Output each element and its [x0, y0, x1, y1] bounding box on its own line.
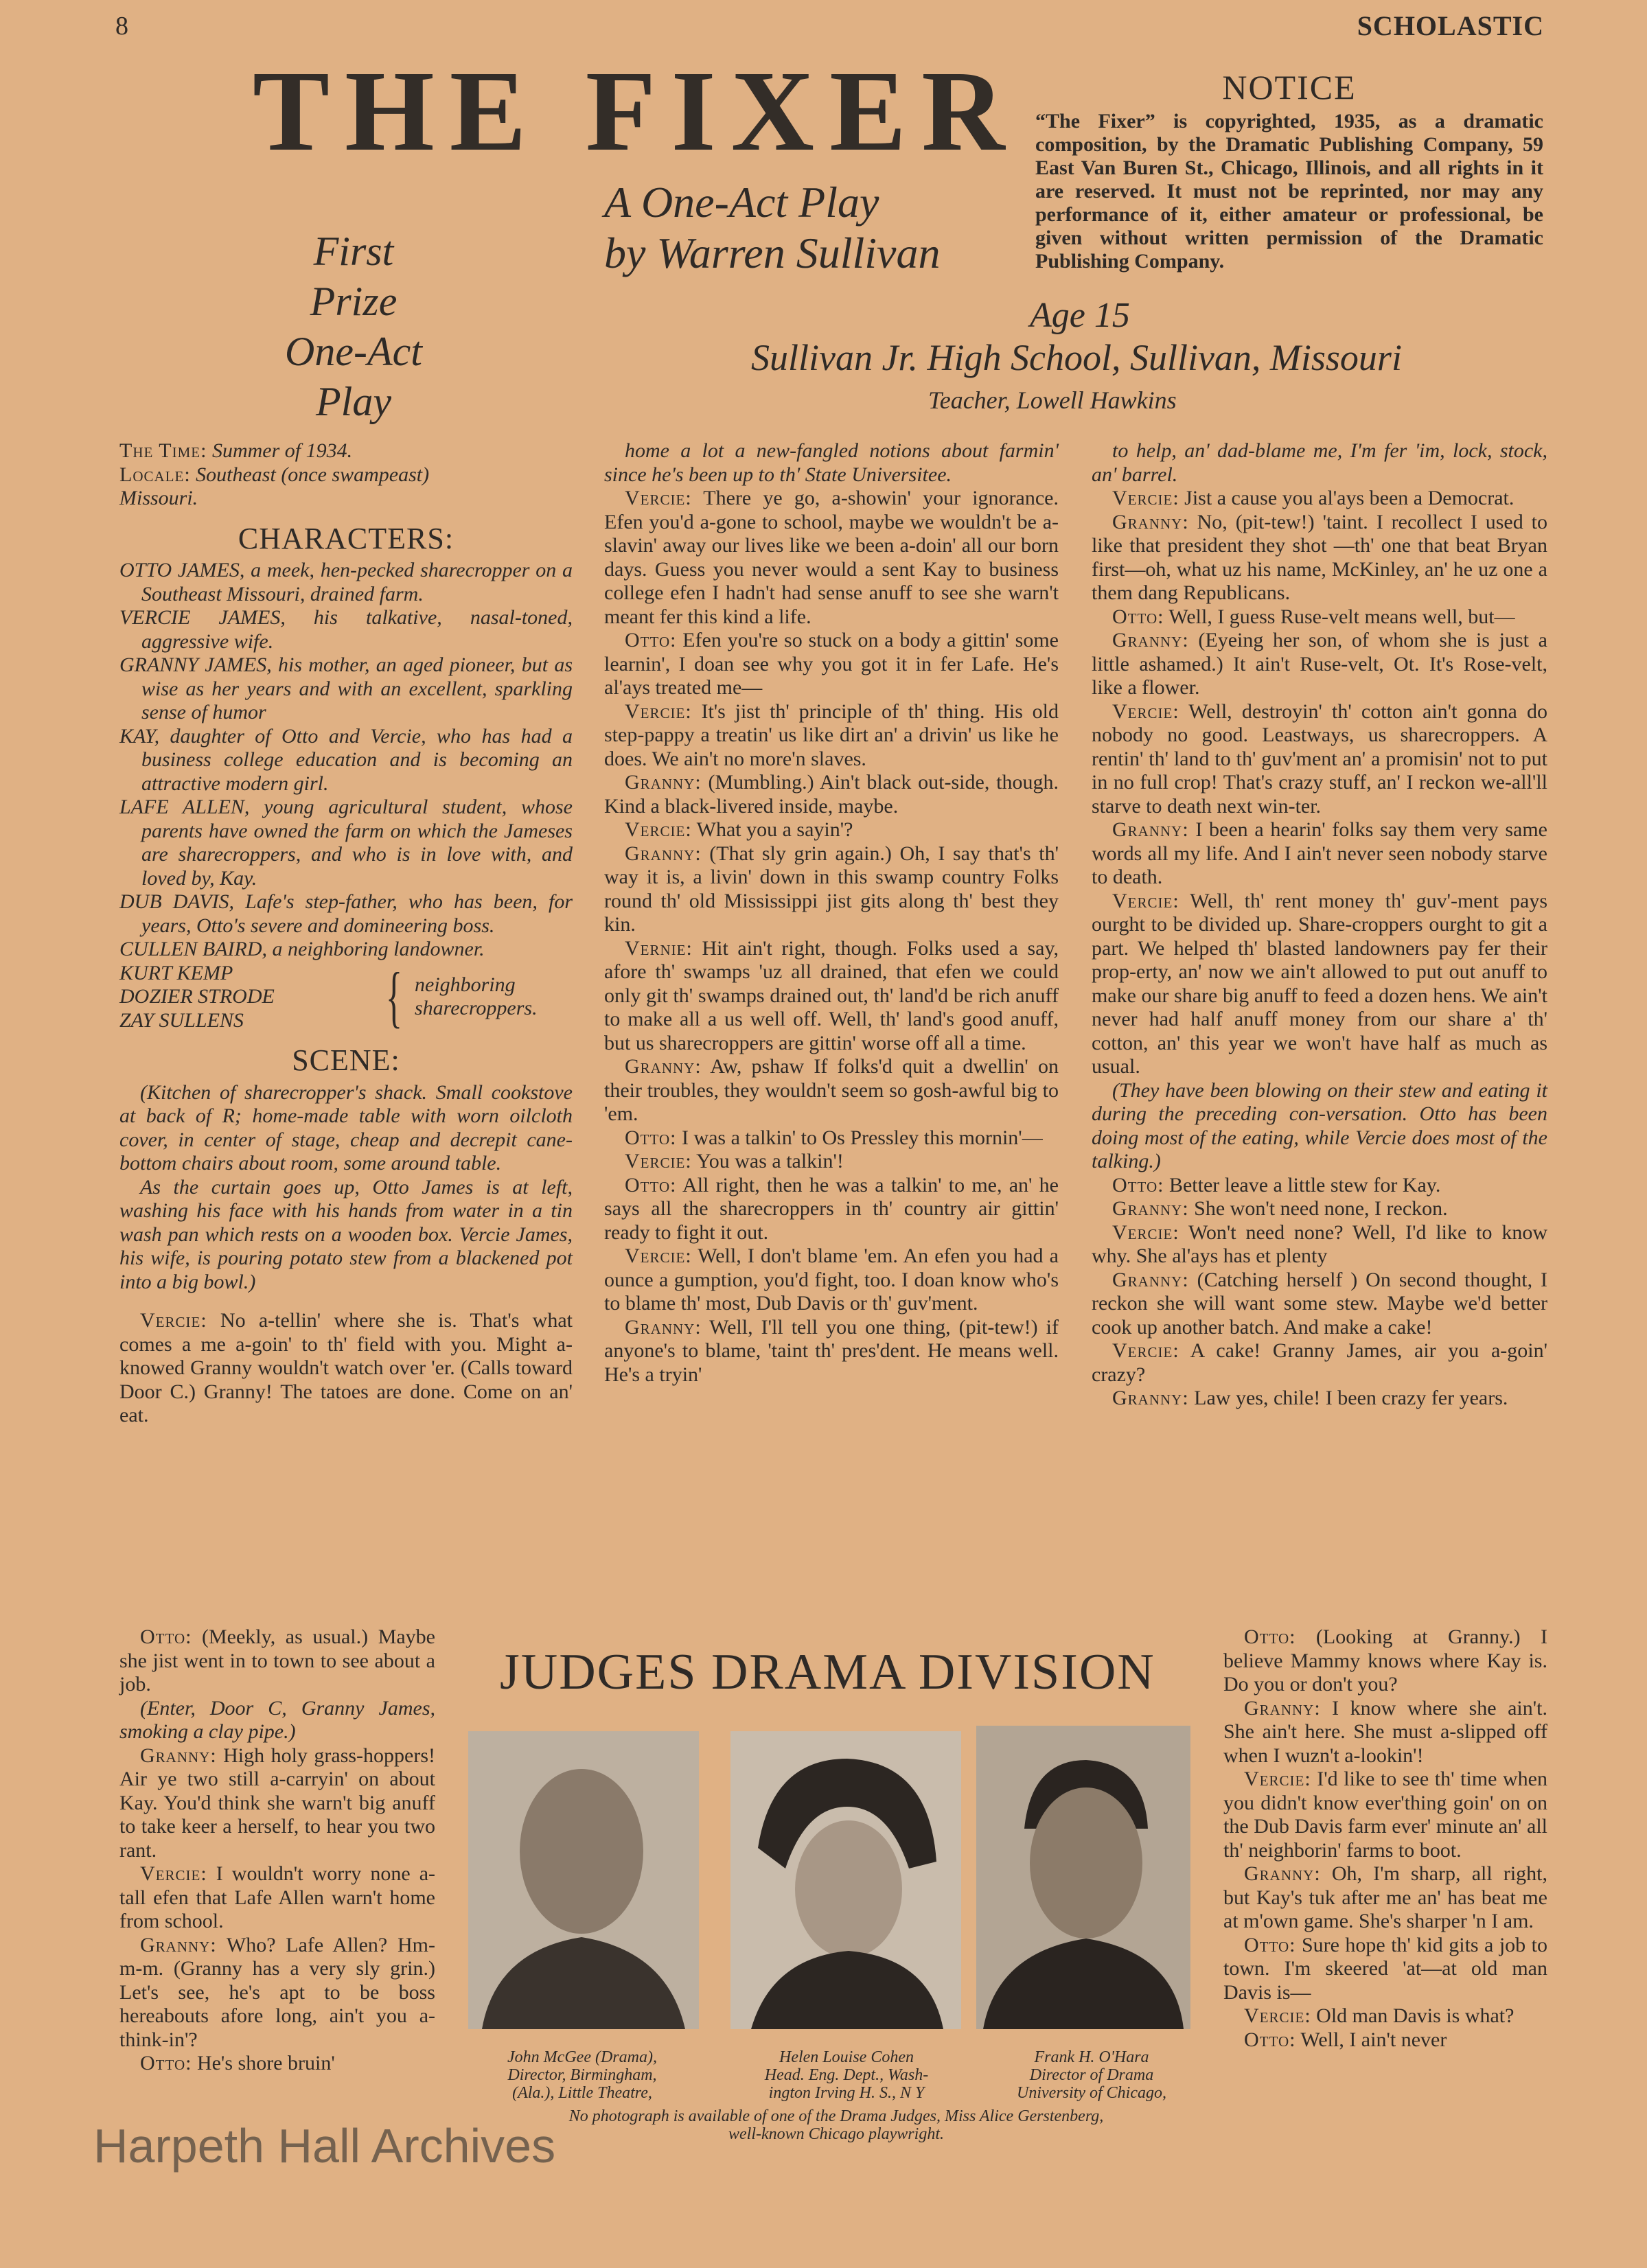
play-title: THE FIXER	[253, 47, 1020, 175]
archive-watermark: Harpeth Hall Archives	[93, 2119, 556, 2173]
dialogue-line	[604, 629, 1059, 700]
author-teacher: Teacher, Lowell Hawkins	[928, 386, 1177, 414]
dialogue-line	[604, 1316, 1059, 1387]
dialogue-text: What you a sayin'?	[696, 818, 853, 841]
dialogue-text: Well, I'll tell you one thing, (pit-tew!) if anyone's to blame, 'taint th' pres'dent. He means well. He's a tryin'	[604, 1315, 1059, 1386]
dialogue-text: (Catching herself ) On second thought, I reckon she will want some stew. Maybe we'd better cook up another batch. And make a cake!	[1092, 1268, 1548, 1339]
speaker-name: Otto:	[1112, 605, 1164, 628]
portrait-icon	[730, 1731, 961, 2029]
prize-line: One-Act	[285, 329, 422, 374]
dialogue-text: All right, then he was a talkin' to me, an' he says all the sharecroppers in th' country air gittin' ready to fight it out.	[604, 1173, 1059, 1244]
speaker-name: Vercie:	[1112, 1220, 1179, 1244]
dialogue-text: I'd like to see th' time when you didn't know ever'thing goin' on on the Dub Davis farm ever' minute an' all th' neighborin' farms to boot.	[1223, 1768, 1547, 1862]
dialogue-text: Well, I guess Ruse-velt means well, but—	[1168, 605, 1515, 628]
dialogue-text: Efen you're so stuck on a body a gittin' some learnin', I doan see why you got it in fer Lafe. He's al'ays treated me—	[604, 629, 1059, 699]
speaker-name: Otto:	[625, 1126, 677, 1149]
dialogue-line	[1092, 605, 1547, 629]
character-name: KURT KEMP	[119, 961, 233, 984]
portrait-icon	[976, 1726, 1190, 2029]
speaker-name: Vercie:	[625, 818, 692, 841]
dialogue-text: I was a talkin' to Os Pressley this mornin'—	[681, 1126, 1043, 1149]
speaker-name: Otto:	[625, 1173, 677, 1196]
dialogue-text: Better leave a little stew for Kay.	[1168, 1173, 1441, 1196]
dialogue-text: home a lot a new-fangled notions about farmin' since he's been up to th' State Universitee.	[604, 439, 1059, 486]
column-1	[119, 439, 573, 1428]
dialogue-line	[1223, 1768, 1547, 1862]
notice-heading: NOTICE	[1222, 68, 1357, 106]
dialogue-line	[604, 771, 1059, 818]
dialogue-text: High holy grass-hoppers! Air ye two still a-carryin' on about Kay. You'd think she warn't big anuff to take keer a herself, to hear you two rant.	[119, 1744, 436, 1862]
group-description: neighboring sharecroppers.	[415, 973, 538, 1020]
speaker-name: Vernie:	[625, 936, 693, 960]
dialogue-line	[1092, 1079, 1547, 1174]
speaker-name: Vercie:	[625, 1245, 692, 1267]
dialogue-text: Jist a cause you al'ays been a Democrat.	[1184, 487, 1514, 509]
dialogue-text: (Eyeing her son, of whom she is just a little ashamed.) It ain't Ruse-velt, Ot. It's Rose-velt, like a flower.	[1092, 629, 1547, 699]
dialogue-block	[119, 1309, 573, 1428]
speaker-name: Granny:	[1112, 818, 1189, 841]
dialogue-line	[604, 1150, 1059, 1174]
column-3	[1092, 439, 1547, 1411]
page-number: 8	[115, 12, 128, 40]
judge-caption: Frank H. O'Hara Director of Drama University of Chicago,	[1017, 2048, 1166, 2102]
locale-line-2: Missouri.	[119, 487, 198, 509]
subtitle-line: A One-Act Play	[604, 178, 879, 227]
scene-paragraph: As the curtain goes up, Otto James is at left, washing his face with his hands from water in a tin wash pan which rests on a wooden box. Vercie James, his wife, is pouring potato stew from a blackened pot into a big bowl.)	[119, 1175, 573, 1293]
characters-list	[119, 559, 573, 962]
dialogue-line	[604, 700, 1059, 772]
judge-photo	[730, 1731, 961, 2029]
characters-heading: CHARACTERS:	[238, 521, 454, 555]
dialogue-text: He's shore bruin'	[196, 2052, 335, 2074]
notice-text: “The Fixer” is copyrighted, 1935, as a dramatic composition, by the Dramatic Publishing Company, 59 East Van Buren St., Chicago, Illinois, and all rights in it are reserved. It must not be reprinted, nor may any performance of it, either amateur or professional, be given without written permission of the Dramatic Publishing Company.	[1035, 110, 1543, 273]
dialogue-line	[604, 1174, 1059, 1245]
dialogue-line	[1223, 1625, 1547, 1697]
dialogue-text: I been a hearin' folks say them very same words all my life. And I ain't never seen nobody starve to death.	[1092, 818, 1547, 888]
locale-line: Locale: Southeast (once swampeast)	[119, 463, 430, 486]
speaker-name: Granny:	[140, 1744, 217, 1767]
dialogue-line	[119, 2052, 435, 2076]
speaker-name: Vercie:	[1112, 1339, 1179, 1362]
dialogue-line	[1092, 890, 1547, 1079]
dialogue-line	[1223, 1862, 1547, 1934]
speaker-name: Granny:	[1112, 1268, 1189, 1291]
dialogue-line	[1092, 439, 1547, 487]
speaker-name: Vercie:	[625, 1150, 692, 1172]
judges-note: No photograph is available of one of the Drama Judges, Miss Alice Gerstenberg, well-known Chicago playwright.	[568, 2107, 1104, 2143]
dialogue-line	[119, 1934, 435, 2052]
dialogue-line	[1092, 1269, 1547, 1340]
speaker-name: Vercie:	[625, 699, 692, 723]
dialogue-text: (That sly grin again.) Oh, I say that's th' way it is, a livin' down in this swamp country Folks round th' old Mississippi jist gits along th' best they kin.	[604, 842, 1059, 936]
character-entry: LAFE ALLEN, young agricultural student, whose parents have owned the farm on which the Jameses are sharecroppers, and who is in love with, and loved by, Kay.	[119, 796, 573, 890]
dialogue-line	[119, 1744, 435, 1863]
speaker-name: Granny:	[1112, 1387, 1189, 1409]
speaker-name: Granny:	[625, 1315, 702, 1339]
dialogue-text: Well, I don't blame 'em. An efen you had a ounce a gumption, you'd fight, too. I doan know who's to blame th' most, Dub Davis or th' guv'ment.	[604, 1245, 1059, 1315]
character-entry: CULLEN BAIRD, a neighboring landowner.	[119, 938, 485, 960]
dialogue-line	[1092, 1174, 1547, 1198]
speaker-name: Granny:	[1112, 629, 1189, 651]
character-entry: DUB DAVIS, Lafe's step-father, who has been, for years, Otto's severe and domineering boss.	[119, 890, 573, 937]
dialogue-line	[119, 1625, 435, 1697]
speaker-name: Otto:	[1244, 1625, 1296, 1648]
dialogue-line	[119, 1862, 435, 1934]
speaker-name: Vercie:	[1244, 1768, 1311, 1790]
dialogue-line	[1092, 487, 1547, 511]
scene-paragraph: (Kitchen of sharecropper's shack. Small cookstove at back of R; home-made table with worn oilcloth cover, in center of stage, cheap and decrepit cane-bottom chairs about room, some around table.	[119, 1080, 573, 1174]
prize-line: First	[313, 229, 394, 274]
dialogue-block-narrow	[119, 1625, 435, 2076]
dialogue-line	[1092, 818, 1547, 890]
dialogue-text: She won't need none, I reckon.	[1194, 1197, 1448, 1220]
judge-caption: John McGee (Drama), Director, Birmingham, (Ala.), Little Theatre,	[507, 2048, 657, 2102]
character-name: DOZIER STRODE	[119, 985, 275, 1008]
dialogue-text: (Meekly, as usual.) Maybe she jist went in to town to see about a job.	[119, 1625, 435, 1696]
speaker-name: Granny:	[1112, 510, 1189, 533]
speaker-name: Granny:	[625, 771, 702, 794]
dialogue-text: No, (pit-tew!) 'taint. I recollect I used to like that president they shot —th' one that beat Bryan first—oh, what uz his name, McKinley, an' he uz one a them dang Republicans.	[1092, 510, 1548, 604]
dialogue-line	[604, 818, 1059, 842]
prize-label	[275, 227, 433, 427]
scene-heading: SCENE:	[292, 1043, 400, 1077]
dialogue-text: You was a talkin'!	[696, 1150, 844, 1172]
speaker-name: Granny:	[1112, 1197, 1189, 1220]
character-group	[119, 958, 573, 1035]
notice-box	[1035, 67, 1543, 273]
dialogue-text: Well, destroyin' th' cotton ain't gonna do nobody no good. Leastways, us sharecroppers. A rentin' th' land to th' guv'ment an' a promisin' not to put in no full crop! That's crazy stuff, an' I reckon we-all'll starve to death next win-ter.	[1092, 699, 1547, 818]
speaker-name: Otto:	[1112, 1173, 1164, 1196]
dialogue-line	[604, 937, 1059, 1056]
dialogue-line	[604, 1055, 1059, 1126]
dialogue-text: A cake! Granny James, air you a-goin' crazy?	[1092, 1339, 1547, 1386]
speaker-name: Otto:	[140, 1625, 192, 1648]
dialogue-text: It's jist th' principle of th' thing. His old step-pappy a treatin' us like dirt an' a drivin' us like he does. We ain't no more'n slaves.	[604, 699, 1059, 770]
prize-line: Play	[316, 379, 391, 424]
speaker-name: Vercie:	[140, 1309, 207, 1332]
column-3-lower	[1223, 1625, 1547, 2052]
dialogue-text: Old man Davis is what?	[1316, 2004, 1514, 2027]
dialogue-line	[604, 1126, 1059, 1150]
speaker-name: Otto:	[625, 629, 677, 651]
speaker-name: Vercie:	[1112, 699, 1179, 723]
dialogue-line	[1092, 700, 1547, 819]
dialogue-text: Hit ain't right, though. Folks used a say, afore th' swamps 'uz all drained, that efen we could only git th' swamps drained out, th' land'd be rich anuff to make all a us well off. Well, th' land's good anuff, but us sharecroppers are gittin' worse off all a time.	[604, 936, 1059, 1054]
judges-title: JUDGES DRAMA DIVISION	[500, 1644, 1155, 1700]
judge-photo	[976, 1726, 1190, 2029]
speaker-name: Granny:	[1244, 1696, 1321, 1720]
author-age: Age 15	[1030, 296, 1130, 335]
dialogue-line	[119, 1697, 435, 1744]
character-name: ZAY SULLENS	[119, 1008, 244, 1032]
dialogue-text: I wouldn't worry none a-tall efen that Lafe Allen warn't home from school.	[119, 1862, 436, 1932]
speaker-name: Vercie:	[1244, 2004, 1311, 2027]
dialogue-line	[119, 1309, 573, 1428]
dialogue-text: Well, I ain't never	[1300, 2028, 1447, 2051]
speaker-name: Otto:	[1244, 2028, 1296, 2051]
speaker-name: Otto:	[1244, 1933, 1296, 1956]
dialogue-line	[1223, 2004, 1547, 2028]
dialogue-line	[1092, 1197, 1547, 1221]
dialogue-line	[1092, 1339, 1547, 1387]
dialogue-text: I know where she ain't. She ain't here. She must a-slipped off when I wuzn't a-lookin'!	[1223, 1696, 1547, 1767]
column-2	[604, 439, 1059, 1387]
dialogue-text: (They have been blowing on their stew and eating it during the preceding con-versation. Otto has been doing most of the eating, while Vercie does most of the talking.)	[1092, 1078, 1547, 1172]
dialogue-line	[604, 1245, 1059, 1316]
speaker-name: Granny:	[140, 1933, 217, 1956]
author-school: Sullivan Jr. High School, Sullivan, Missouri	[751, 337, 1402, 378]
judge-caption: Helen Louise Cohen Head. Eng. Dept., Wash- ington Irving H. S., N Y	[764, 2048, 929, 2102]
brace-icon: {	[386, 958, 402, 1035]
dialogue-text: to help, an' dad-blame me, I'm fer 'im, lock, stock, an' barrel.	[1092, 439, 1547, 486]
dialogue-text: (Mumbling.) Ain't black out-side, though. Kind a black-livered inside, maybe.	[604, 771, 1059, 818]
magazine-name: SCHOLASTIC	[1357, 10, 1544, 41]
dialogue-text: No a-tellin' where she is. That's what comes a me a-goin' to th' field with you. Might a-knowed Granny wouldn't watch over 'er. (Calls toward Door C.) Granny! The tatoes are done. Come on an' eat.	[119, 1309, 573, 1426]
dialogue-line	[1092, 1221, 1547, 1269]
dialogue-text: Who? Lafe Allen? Hm-m-m. (Granny has a very sly grin.) Let's see, he's apt to be boss hereabouts afore long, ain't you a-think-in'?	[119, 1933, 435, 2051]
speaker-name: Vercie:	[140, 1862, 207, 1885]
prize-line: Prize	[310, 279, 398, 324]
speaker-name: Vercie:	[1112, 487, 1179, 509]
character-entry: KAY, daughter of Otto and Vercie, who has had a business college education and is becoming an attractive modern girl.	[119, 724, 573, 795]
dialogue-line	[604, 439, 1059, 487]
speaker-name: Granny:	[1244, 1862, 1321, 1885]
dialogue-text: Aw, pshaw If folks'd quit a dwellin' on their troubles, they wouldn't seem so gosh-awful big to 'em.	[604, 1055, 1059, 1125]
character-entry: GRANNY JAMES, his mother, an aged pioneer, but as wise as her years and with an excellent, sparkling sense of humor	[119, 653, 573, 724]
dialogue-text: Well, th' rent money th' guv'-ment pays ourght to be divided up. Share-croppers ourght to git a part. We helped th' blasted landowners pay fer their prop-erty, an' now we ain't allowed to put out anuff to make our share big anuff to feed a dozen hens. We ain't never had half anuff money from our share a' th' cotton, an' this year we won't have half as much as usual.	[1092, 889, 1547, 1078]
dialogue-text: (Enter, Door C, Granny James, smoking a clay pipe.)	[119, 1696, 435, 1743]
speaker-name: Vercie:	[1112, 889, 1179, 912]
dialogue-text: Won't need none? Well, I'd like to know why. She al'ays has et plenty	[1092, 1220, 1547, 1267]
character-entry: VERCIE JAMES, his talkative, nasal-toned, aggressive wife.	[119, 606, 573, 653]
dialogue-text: (Looking at Granny.) I believe Mammy knows where Kay is. Do you or don't you?	[1223, 1625, 1547, 1696]
dialogue-line	[1092, 1387, 1547, 1411]
author-line: by Warren Sullivan	[604, 228, 941, 277]
dialogue-line	[1223, 1934, 1547, 2005]
speaker-name: Granny:	[625, 1055, 702, 1078]
portrait-icon	[468, 1731, 699, 2029]
dialogue-line	[1092, 511, 1547, 605]
dialogue-text: There ye go, a-showin' your ignorance. Efen you'd a-gone to school, maybe we wouldn't be a-slavin' away our lives like we been a-doin' all our born days. Guess you never would a sent Kay to business college efen I hadn't had sense anuff to see she warn't meant fer this kind a life.	[604, 487, 1059, 628]
time-line: The Time: Summer of 1934.	[119, 439, 353, 462]
dialogue-text: Sure hope th' kid gits a job to town. I'm skeered 'at—at old man Davis is—	[1223, 1933, 1547, 2004]
character-entry: OTTO JAMES, a meek, hen-pecked sharecropper on a Southeast Missouri, drained farm.	[119, 559, 573, 605]
judge-photo	[468, 1731, 699, 2029]
dialogue-line	[604, 487, 1059, 629]
speaker-name: Otto:	[140, 2052, 192, 2074]
dialogue-line	[1223, 2028, 1547, 2052]
dialogue-text: Law yes, chile! I been crazy fer years.	[1194, 1387, 1508, 1409]
dialogue-line	[1223, 1697, 1547, 1768]
speaker-name: Granny:	[625, 842, 702, 865]
play-subtitle	[604, 177, 940, 278]
dialogue-line	[604, 842, 1059, 937]
dialogue-text: Oh, I'm sharp, all right, but Kay's tuk after me an' has beat me at m'own game. She's sharper 'n I am.	[1223, 1862, 1548, 1932]
dialogue-line	[1092, 629, 1547, 700]
speaker-name: Vercie:	[625, 487, 692, 509]
